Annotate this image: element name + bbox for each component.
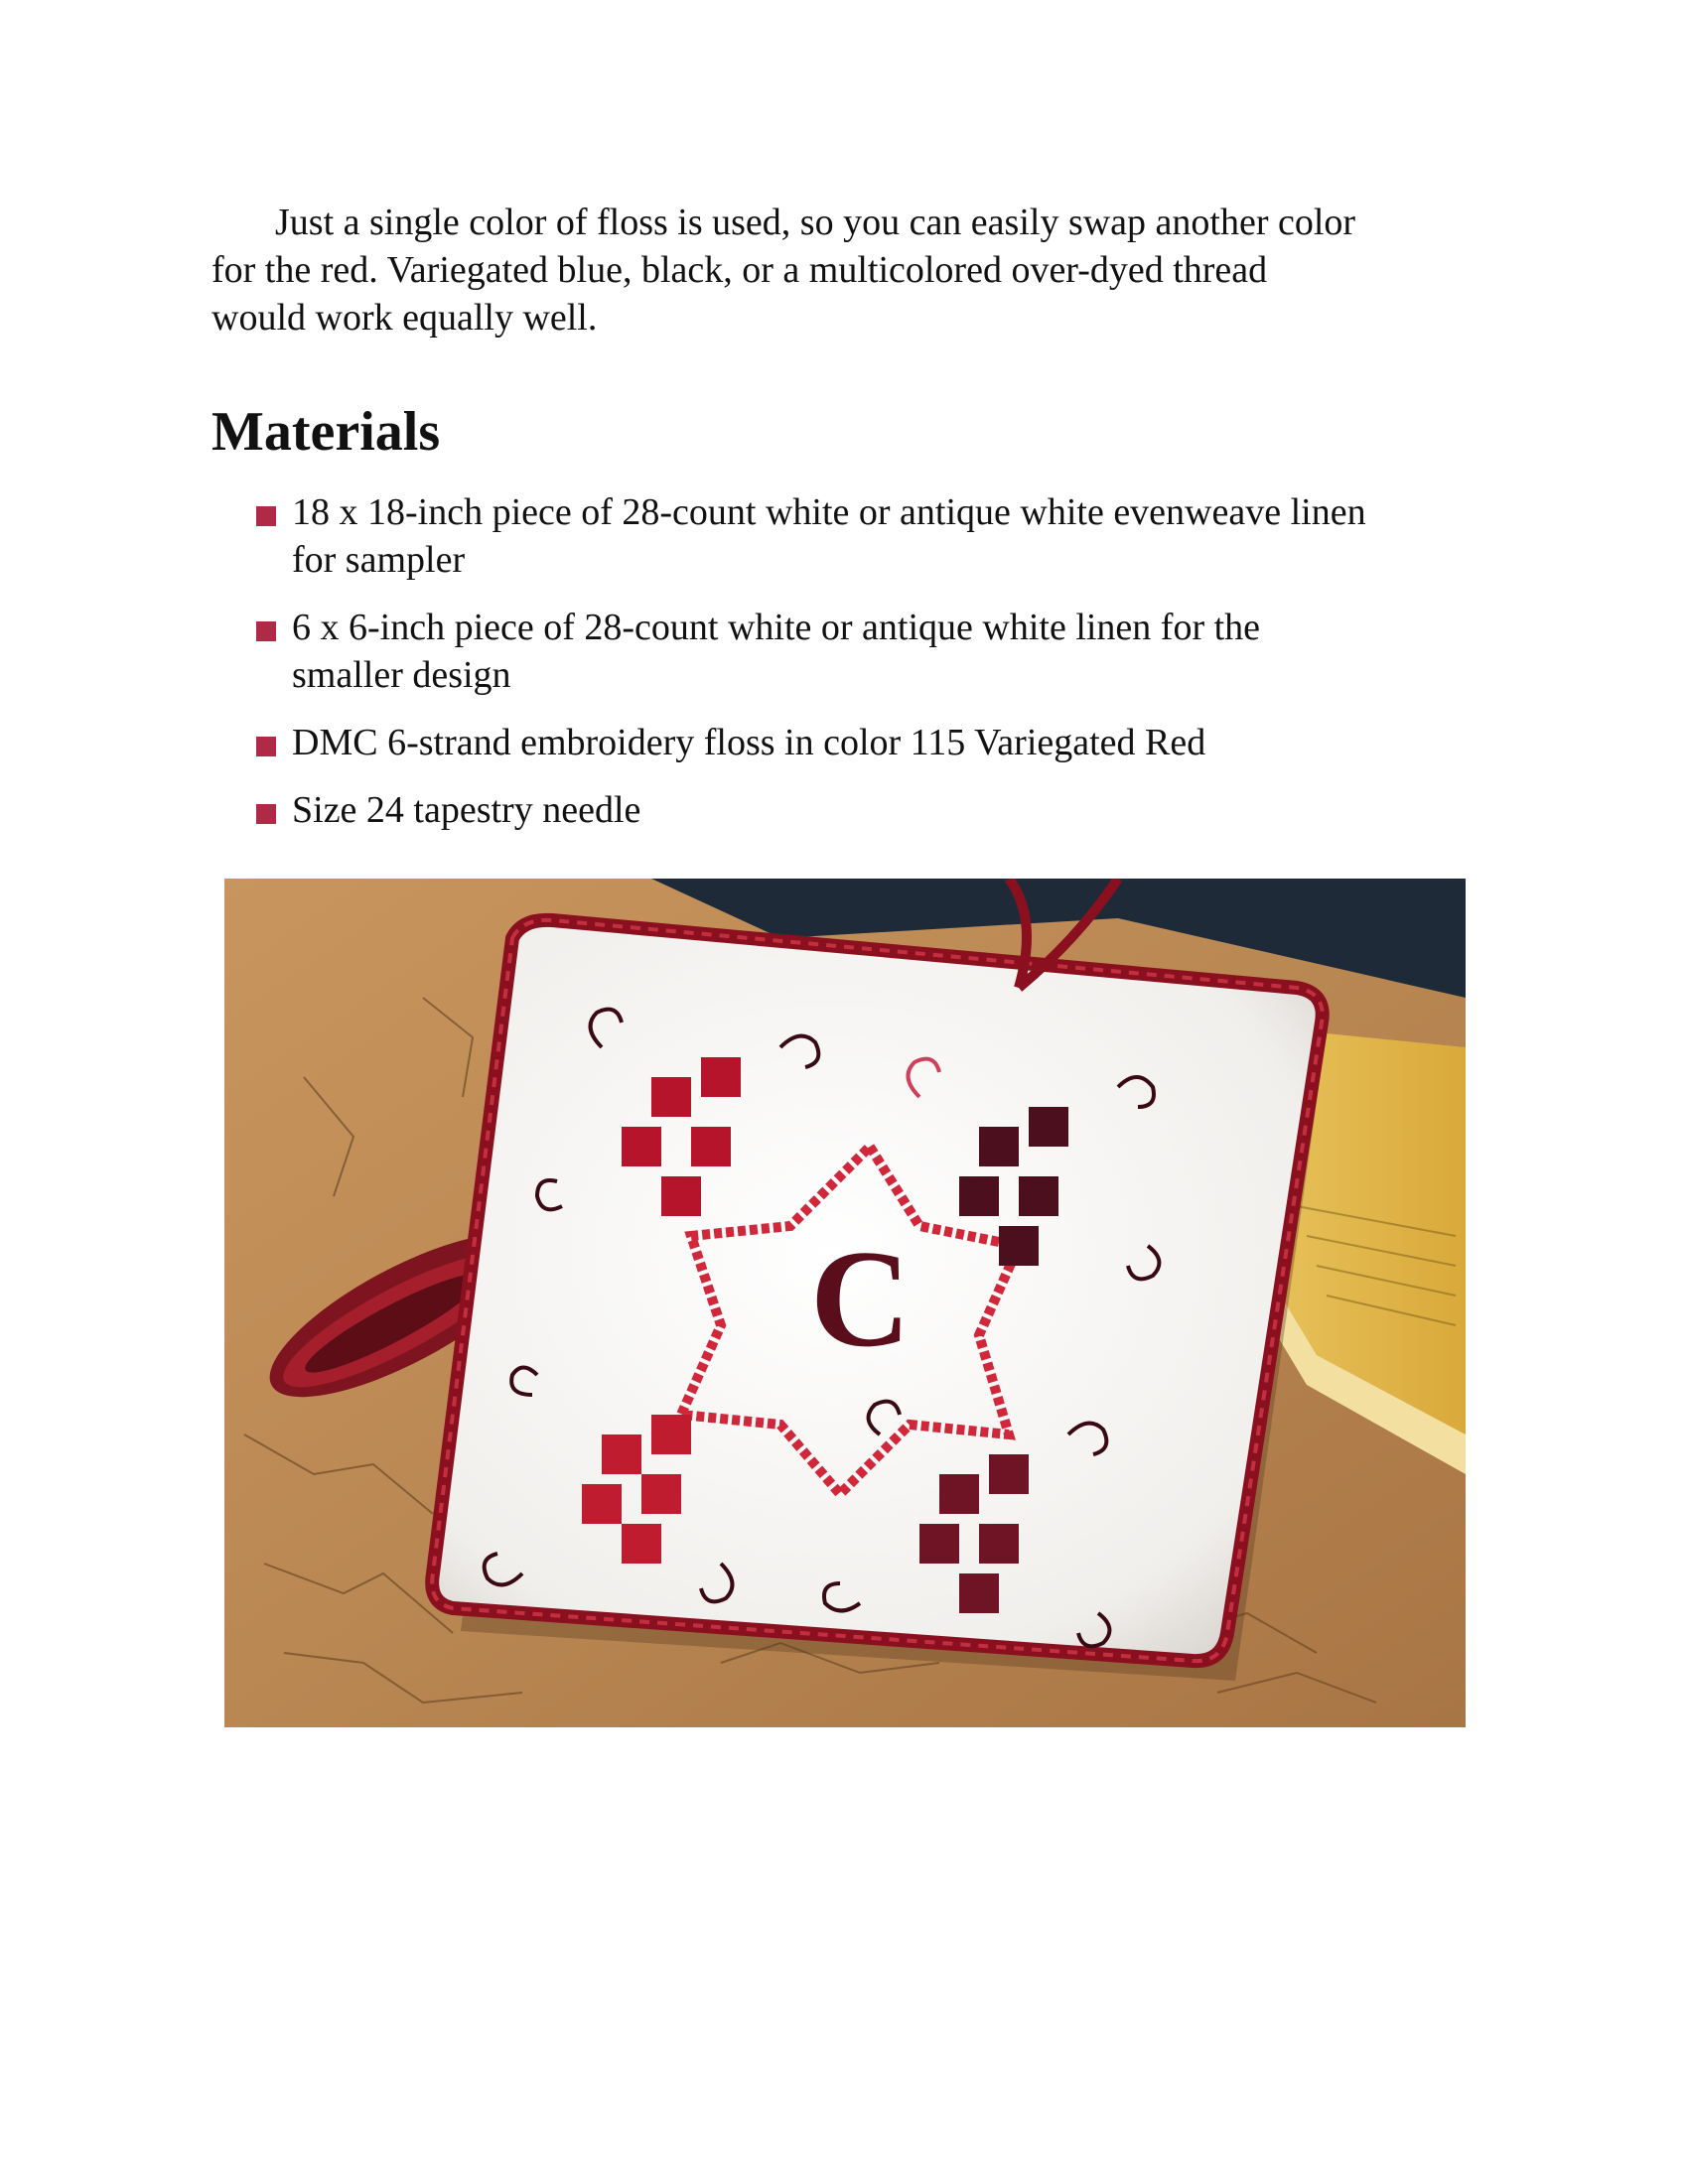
square-bullet-icon xyxy=(256,737,276,756)
intro-line: Just a single color of floss is used, so you can easily swap another color xyxy=(275,202,1356,243)
list-item xyxy=(252,488,1503,584)
list-item-line: DMC 6-strand embroidery floss in color 115 Variegated Red xyxy=(292,722,1206,763)
intro-line: for the red. Variegated blue, black, or a multicolored over-dyed thread xyxy=(211,249,1268,291)
list-item-line: 6 x 6-inch piece of 28-count white or antique white linen for the xyxy=(292,607,1261,648)
square-bullet-icon xyxy=(256,621,276,641)
list-item-line: 18 x 18-inch piece of 28-count white or antique white evenweave linen xyxy=(292,491,1366,533)
list-item-line: smaller design xyxy=(292,654,511,696)
pincushion-photo xyxy=(224,879,1466,1727)
list-item xyxy=(252,786,1503,834)
intro-paragraph xyxy=(211,199,1502,341)
materials-heading: Materials xyxy=(211,401,441,463)
list-item-line: for sampler xyxy=(292,539,466,581)
square-bullet-icon xyxy=(256,506,276,526)
intro-line: would work equally well. xyxy=(211,297,598,339)
list-item-line: Size 24 tapestry needle xyxy=(292,789,641,831)
list-item xyxy=(252,719,1503,766)
materials-list xyxy=(252,488,1503,854)
monogram-letter: C xyxy=(810,1222,912,1376)
square-bullet-icon xyxy=(256,804,276,824)
list-item xyxy=(252,604,1503,699)
